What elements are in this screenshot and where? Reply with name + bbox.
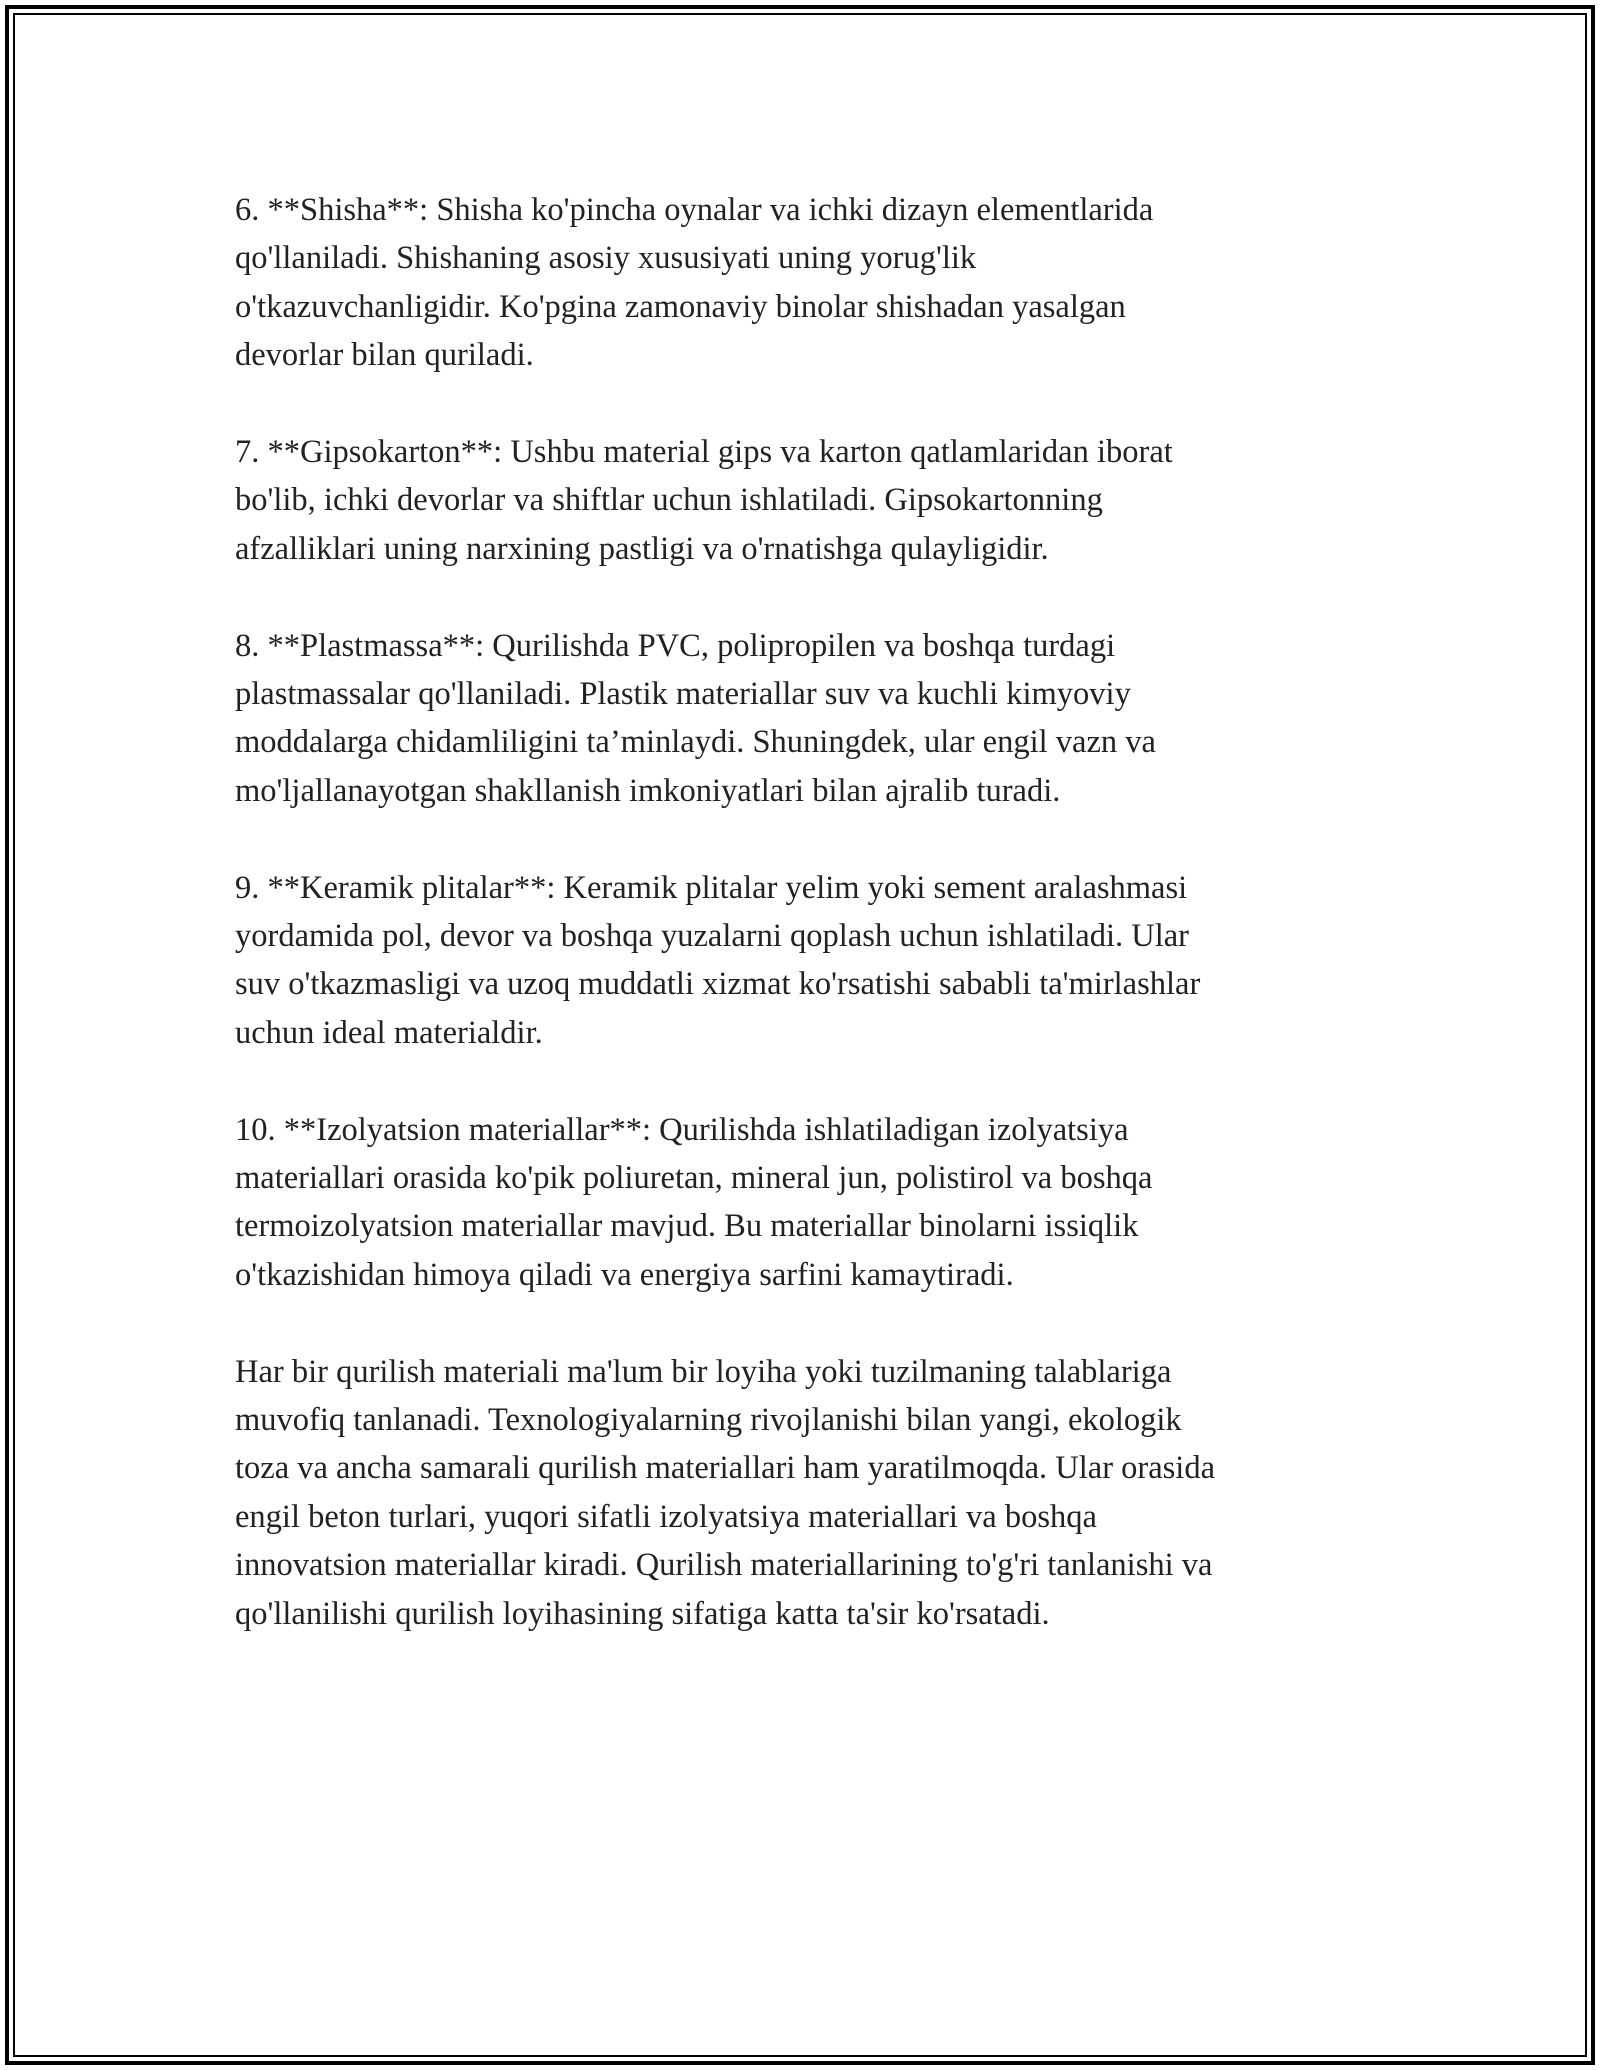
paragraph-plastmassa xyxy=(235,622,1365,816)
text-line: innovatsion materiallar kiradi. Qurilish materiallarining to'g'ri tanlanishi va xyxy=(235,1547,1213,1584)
text-line: muvofiq tanlanadi. Texnologiyalarning rivojlanishi bilan yangi, ekologik xyxy=(235,1402,1182,1439)
text-line: suv o'tkazmasligi va uzoq muddatli xizmat ko'rsatishi sababli ta'mirlashlar xyxy=(235,966,1201,1003)
text-line: 6. **Shisha**: Shisha ko'pincha oynalar va ichki dizayn elementlarida xyxy=(235,192,1154,228)
text-line: 10. **Izolyatsion materiallar**: Qurilishda ishlatiladigan izolyatsiya xyxy=(235,1111,1129,1148)
text-line: mo'ljallanayotgan shakllanish imkoniyatlari bilan ajralib turadi. xyxy=(235,772,1061,809)
paragraph-gipsokarton xyxy=(235,428,1365,573)
paragraph-conclusion xyxy=(235,1348,1365,1638)
text-line: afzalliklari uning narxining pastligi va o'rnatishga qulayligidir. xyxy=(235,530,1049,567)
text-line: toza va ancha samarali qurilish materiallari ham yaratilmoqda. Ular orasida xyxy=(235,1450,1216,1487)
text-line: plastmassalar qo'llaniladi. Plastik materiallar suv va kuchli kimyoviy xyxy=(235,676,1131,713)
text-line: materiallari orasida ko'pik poliuretan, mineral jun, polistirol va boshqa xyxy=(235,1160,1153,1197)
paragraph-shisha xyxy=(235,186,1365,380)
text-line: moddalarga chidamliligini ta’minlaydi. Shuningdek, ular engil vazn va xyxy=(235,724,1156,761)
text-line: o'tkazuvchanligidir. Ko'pgina zamonaviy binolar shishadan yasalgan xyxy=(235,288,1126,325)
text-line: yordamida pol, devor va boshqa yuzalarni qoplash uchun ishlatiladi. Ular xyxy=(235,918,1189,955)
document-body xyxy=(235,186,1365,1638)
text-line: o'tkazishidan himoya qiladi va energiya sarfini kamaytiradi. xyxy=(235,1256,1014,1293)
text-line: 8. **Plastmassa**: Qurilishda PVC, polipropilen va boshqa turdagi xyxy=(235,627,1116,664)
text-line: 7. **Gipsokarton**: Ushbu material gips va karton qatlamlaridan iborat xyxy=(235,434,1173,471)
text-line: uchun ideal materialdir. xyxy=(235,1014,543,1051)
text-line: termoizolyatsion materiallar mavjud. Bu materiallar binolarni issiqlik xyxy=(235,1208,1139,1245)
text-line: qo'llaniladi. Shishaning asosiy xususiyati uning yorug'lik xyxy=(235,240,977,277)
paragraph-izolyatsion-materiallar xyxy=(235,1106,1365,1300)
text-line: 9. **Keramik plitalar**: Keramik plitalar yelim yoki sement aralashmasi xyxy=(235,869,1188,906)
text-line: Har bir qurilish materiali ma'lum bir loyiha yoki tuzilmaning talablariga xyxy=(235,1353,1172,1390)
text-line: qo'llanilishi qurilish loyihasining sifatiga katta ta'sir ko'rsatadi. xyxy=(235,1595,1050,1632)
paragraph-keramik-plitalar xyxy=(235,864,1365,1058)
text-line: devorlar bilan quriladi. xyxy=(235,337,534,374)
text-line: engil beton turlari, yuqori sifatli izolyatsiya materiallari va boshqa xyxy=(235,1498,1097,1535)
text-line: bo'lib, ichki devorlar va shiftlar uchun ishlatiladi. Gipsokartonning xyxy=(235,482,1103,519)
